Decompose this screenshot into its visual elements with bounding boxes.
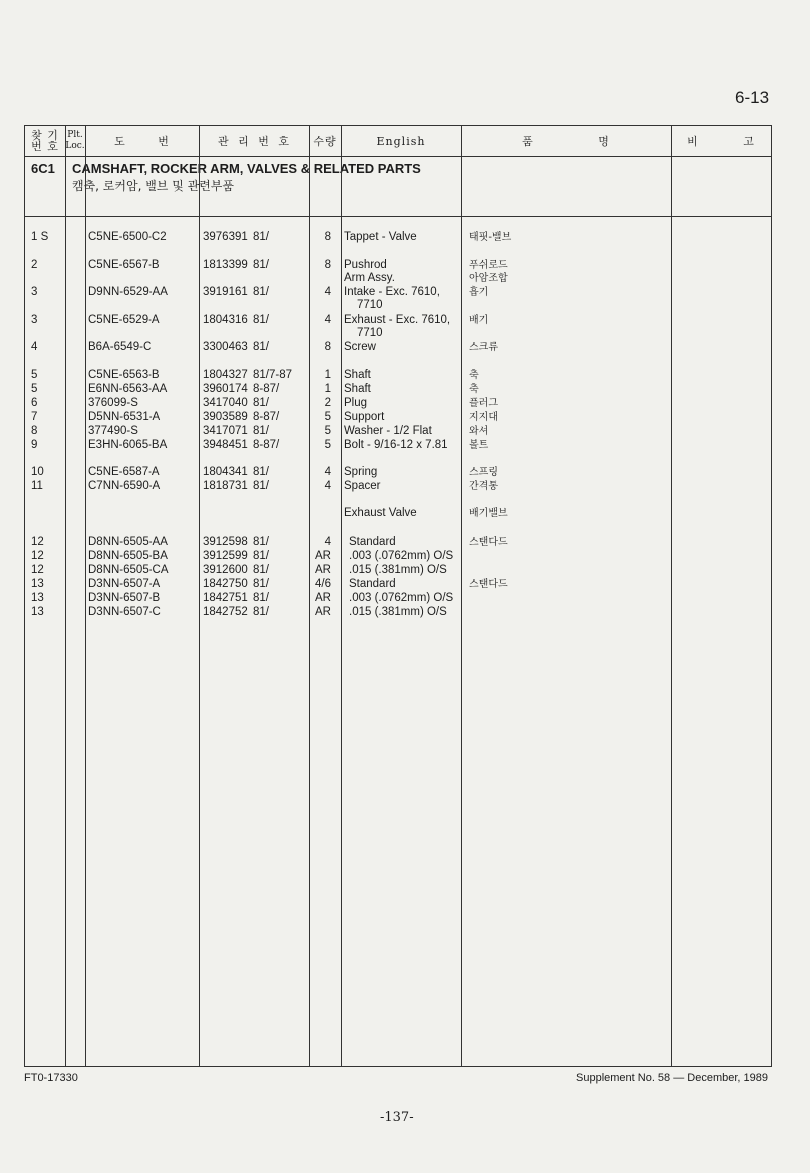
effectivity-code: 81/ [253,231,269,243]
ref-number: 2 [31,259,38,271]
part-number: D9NN-6529-AA [88,286,168,298]
ref-number: 3 [31,286,38,298]
section-title-block [25,157,771,217]
english-description: Standard [349,578,396,590]
supplement-note: Supplement No. 58 — December, 1989 [576,1072,769,1084]
effectivity-code: 81/ [253,341,269,353]
korean-description: 축 [469,370,479,381]
part-number: D5NN-6531-A [88,411,161,423]
quantity: 4 [324,536,331,548]
management-number: 3912599 [203,550,248,562]
english-description: .015 (.381mm) O/S [349,606,447,618]
quantity: 2 [324,397,331,409]
korean-description: 스프링 [469,467,498,478]
english-description: Standard [349,536,396,548]
korean-description: 간격통 [469,481,498,492]
english-description: Intake - Exc. 7610, [344,286,440,298]
english-description: Exhaust Valve [344,507,417,519]
header-loc-bottom: Loc. [65,141,85,151]
folio-number: -137- [380,1110,414,1125]
col-divider [65,126,66,1066]
header-ref-top: 찾 기 [31,129,59,142]
effectivity-code: 81/ [253,550,269,562]
management-number: 1804341 [203,466,248,478]
quantity: 1 [324,383,331,395]
english-description: Screw [344,341,376,353]
page-number: 6-13 [735,88,770,107]
english-description: .003 (.0762mm) O/S [349,550,454,562]
korean-description: 스탠다드 [469,537,508,548]
english-description: Arm Assy. [344,272,395,284]
part-number: C5NE-6500-C2 [88,231,167,243]
management-number: 3912600 [203,564,248,576]
ref-number: 10 [31,466,44,478]
table-header [25,126,771,157]
header-management-number: 관 리 번 호 [218,134,290,148]
korean-description: 푸쉬로드 [469,260,508,271]
quantity: AR [315,606,331,618]
quantity: 4 [324,314,331,326]
effectivity-code: 8-87/ [253,439,280,451]
part-number: D8NN-6505-BA [88,550,168,562]
header-loc [65,126,85,156]
korean-description: 플러그 [469,398,498,409]
col-divider [671,126,672,1066]
management-number: 1842752 [203,606,248,618]
effectivity-code: 81/ [253,578,269,590]
parts-table [24,125,772,1067]
part-number: E3HN-6065-BA [88,439,168,451]
ref-number: 11 [31,480,43,492]
english-description: Bolt - 9/16-12 x 7.81 [344,439,448,451]
ref-number: 12 [31,550,44,562]
korean-description: 배기밸브 [469,508,508,519]
korean-description: 태핏-밸브 [469,232,512,243]
quantity: 5 [324,425,331,437]
english-description: .003 (.0762mm) O/S [349,592,454,604]
korean-description: 스크류 [469,342,498,353]
header-korean-name: 품 명 [522,134,610,148]
english-description: 7710 [357,299,383,311]
part-number: C5NE-6587-A [88,466,160,478]
header-ref-bottom: 번 호 [31,140,59,153]
english-description: Pushrod [344,259,387,271]
quantity: 8 [324,341,331,353]
ref-number: 9 [31,439,38,451]
effectivity-code: 81/ [253,480,269,492]
effectivity-code: 81/ [253,314,269,326]
ref-number: 3 [31,314,38,326]
management-number: 3960174 [203,383,248,395]
management-number: 3976391 [203,231,248,243]
effectivity-code: 81/ [253,259,269,271]
management-number: 1804327 [203,369,248,381]
english-description: Shaft [344,369,371,381]
ref-number: 8 [31,425,38,437]
quantity: 1 [324,369,331,381]
english-description: Spacer [344,480,381,492]
part-number: B6A-6549-C [88,341,152,353]
english-description: Plug [344,397,368,409]
ref-number: 13 [31,592,44,604]
quantity: AR [315,564,331,576]
ref-number: 7 [31,411,38,423]
effectivity-code: 81/ [253,425,269,437]
header-quantity: 수량 [313,134,337,148]
english-description: Spring [344,466,378,478]
quantity: 5 [324,439,331,451]
english-description: Washer - 1/2 Flat [344,425,432,437]
header-part-number: 도 번 [114,134,170,148]
part-number: C5NE-6567-B [88,259,160,271]
part-number: D8NN-6505-AA [88,536,168,548]
effectivity-code: 8-87/ [253,411,280,423]
effectivity-code: 81/ [253,536,269,548]
effectivity-code: 81/7-87 [253,369,293,381]
part-number: C7NN-6590-A [88,480,161,492]
ref-number: 6 [31,397,38,409]
header-remarks: 비 고 [687,134,755,148]
management-number: 3948451 [203,439,248,451]
english-description: Tappet - Valve [344,231,417,243]
english-description: Exhaust - Exc. 7610, [344,314,451,326]
col-divider [85,126,86,1066]
effectivity-code: 81/ [253,606,269,618]
english-description: Support [344,411,385,423]
part-number: D3NN-6507-C [88,606,161,618]
management-number: 3919161 [203,286,248,298]
quantity: 5 [324,411,331,423]
section-title-korean: 캠축, 로커암, 밸브 및 관련부품 [72,179,234,193]
quantity: AR [315,550,331,562]
effectivity-code: 81/ [253,592,269,604]
section-title: CAMSHAFT, ROCKER ARM, VALVES & RELATED PARTS [72,161,421,176]
korean-description: 아암조합 [469,273,508,284]
col-divider [341,126,342,1066]
management-number: 3300463 [203,341,248,353]
korean-description: 볼트 [469,440,489,451]
management-number: 1804316 [203,314,248,326]
part-number: C5NE-6529-A [88,314,160,326]
korean-description: 지지대 [469,412,498,423]
management-number: 3417071 [203,425,248,437]
ref-number: 5 [31,383,38,395]
quantity: 4 [324,286,331,298]
korean-description: 흡기 [469,287,489,298]
management-number: 1842751 [203,592,248,604]
quantity: 4 [324,480,331,492]
quantity: 8 [324,231,331,243]
korean-description: 배기 [469,315,489,326]
col-divider [199,126,200,1066]
ref-number: 13 [31,578,44,590]
quantity: 4/6 [315,578,331,590]
ref-number: 4 [31,341,38,353]
english-description: Shaft [344,383,371,395]
effectivity-code: 81/ [253,286,269,298]
part-number: D8NN-6505-CA [88,564,169,576]
part-number: D3NN-6507-A [88,578,161,590]
management-number: 3912598 [203,536,248,548]
part-number: 377490-S [88,425,138,437]
quantity: 4 [324,466,331,478]
management-number: 3417040 [203,397,248,409]
management-number: 1842750 [203,578,248,590]
effectivity-code: 81/ [253,397,269,409]
management-number: 1813399 [203,259,248,271]
section-code: 6C1 [31,161,55,176]
header-loc-top: Plt. [67,130,83,140]
part-number: D3NN-6507-B [88,592,161,604]
management-number: 3903589 [203,411,248,423]
effectivity-code: 81/ [253,466,269,478]
ref-number: 13 [31,606,44,618]
part-number: 376099-S [88,397,138,409]
col-divider [461,126,462,1066]
english-description: 7710 [357,327,383,339]
document-code: FT0-17330 [24,1072,78,1084]
ref-number: 5 [31,369,38,381]
english-description: .015 (.381mm) O/S [349,564,447,576]
korean-description: 와셔 [469,426,489,437]
effectivity-code: 8-87/ [253,383,280,395]
management-number: 1818731 [203,480,248,492]
header-ref [25,126,65,156]
quantity: AR [315,592,331,604]
korean-description: 축 [469,384,479,395]
ref-number: 1 S [31,231,49,243]
quantity: 8 [324,259,331,271]
ref-number: 12 [31,564,44,576]
effectivity-code: 81/ [253,564,269,576]
part-number: C5NE-6563-B [88,369,160,381]
korean-description: 스탠다드 [469,579,508,590]
header-english: English [376,134,426,148]
ref-number: 12 [31,536,44,548]
part-number: E6NN-6563-AA [88,383,168,395]
